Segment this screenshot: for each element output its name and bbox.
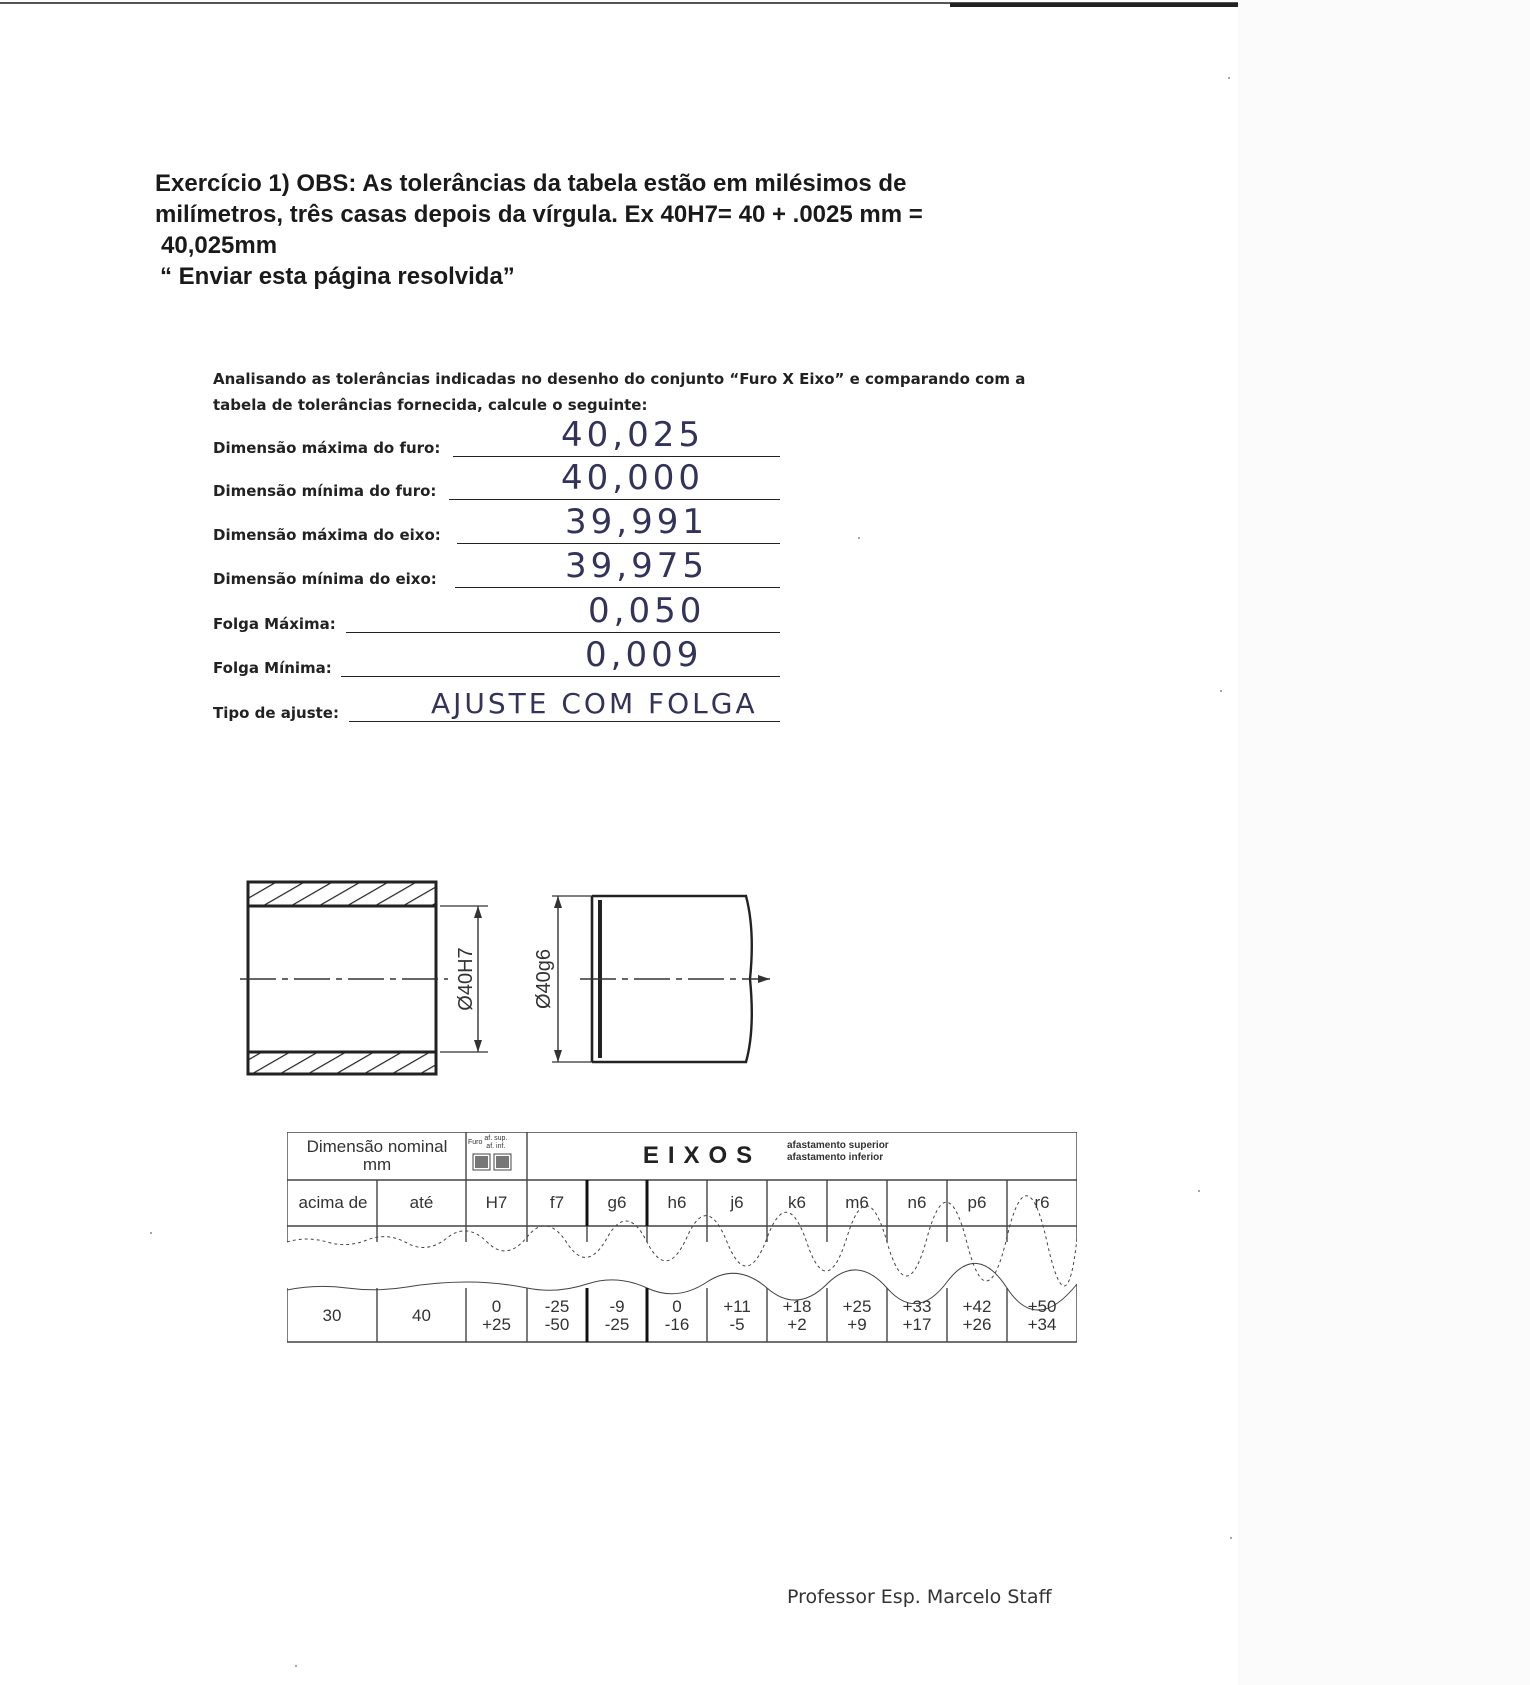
hole-dimension-label: Ø40H7: [455, 947, 477, 1011]
furo-label: Furo: [468, 1139, 483, 1146]
shaft-view: [580, 896, 770, 1062]
scan-speck: [295, 1665, 297, 1667]
hole-section: [240, 882, 448, 1074]
question-label: Folga Mínima:: [213, 659, 332, 677]
col-n6: n6: [907, 1193, 927, 1212]
scan-speck: [1198, 1190, 1200, 1192]
lower-deviation: +2: [787, 1315, 807, 1334]
row-acima-value: 30: [322, 1306, 342, 1325]
upper-deviation: +33: [902, 1297, 932, 1316]
col-j6: j6: [730, 1193, 744, 1212]
lower-deviation: -5: [729, 1315, 745, 1334]
col-g6: g6: [607, 1193, 627, 1212]
question-max-hole: [213, 415, 813, 461]
answer-line: [346, 632, 780, 634]
col-k6: k6: [788, 1193, 806, 1212]
col-m6: m6: [845, 1193, 869, 1212]
nominal-header: [289, 1134, 465, 1178]
row-ate-value: 40: [412, 1306, 431, 1325]
answer-line: [453, 456, 780, 458]
tolerance-cell-n6: [887, 1290, 947, 1342]
question-label: Dimensão máxima do eixo:: [213, 526, 441, 544]
tolerance-cell-p6: [947, 1290, 1007, 1342]
furo-icons: [475, 1156, 509, 1168]
question-min-hole: [213, 458, 813, 504]
tolerance-cell-H7: [466, 1290, 527, 1342]
answer-handwritten: 39,975: [565, 546, 708, 586]
nominal-header-unit: mm: [362, 1155, 392, 1174]
lower-deviation: +34: [1027, 1315, 1057, 1334]
question-label: Dimensão mínima do furo:: [213, 482, 437, 500]
col-ate: até: [409, 1193, 434, 1212]
upper-deviation: -25: [544, 1297, 570, 1316]
page-margin: [1238, 0, 1530, 1685]
top-rule-dark: [950, 3, 1238, 7]
tolerance-cell-f7: [527, 1290, 587, 1342]
lower-deviation: +17: [902, 1315, 932, 1334]
tolerance-cell-r6: [1007, 1290, 1077, 1342]
header-line-3: 40,025mm: [161, 232, 278, 259]
upper-deviation: -9: [609, 1297, 625, 1316]
tolerance-cell-g6: [587, 1290, 647, 1342]
lower-deviation: +26: [962, 1315, 992, 1334]
question-label: Dimensão mínima do eixo:: [213, 570, 437, 588]
header-line-4: “ Enviar esta página resolvida”: [160, 263, 515, 290]
answer-handwritten: 0,009: [585, 635, 703, 675]
upper-deviation: 0: [491, 1297, 502, 1316]
furo-inf: af. inf.: [486, 1143, 506, 1150]
col-acima-de: acima de: [298, 1193, 368, 1212]
answer-line: [449, 499, 780, 501]
col-r6: r6: [1034, 1193, 1050, 1212]
upper-deviation: +18: [782, 1297, 812, 1316]
shaft-dimension-label: Ø40g6: [533, 948, 555, 1010]
lower-deviation: +25: [482, 1315, 511, 1334]
answer-line: [349, 721, 780, 723]
furo-sup: af. sup.: [484, 1135, 508, 1142]
afastamento-legend: [787, 1140, 1007, 1172]
scan-speck: [150, 1232, 152, 1234]
upper-deviation: +50: [1027, 1297, 1057, 1316]
answer-line: [457, 543, 780, 545]
nominal-header-label: Dimensão nominal: [306, 1137, 448, 1156]
question-min-shaft: [213, 546, 813, 592]
eixos-title: EIXOS: [642, 1142, 762, 1169]
lower-deviation: -50: [544, 1315, 570, 1334]
scan-speck: [1220, 690, 1222, 692]
question-max-shaft: [213, 502, 813, 548]
furo-header: [468, 1134, 525, 1152]
answer-handwritten: 40,025: [561, 415, 704, 455]
question-label: Tipo de ajuste:: [213, 704, 339, 722]
answer-line: [455, 587, 780, 589]
answer-handwritten: 0,050: [588, 591, 706, 631]
upper-deviation: +42: [962, 1297, 992, 1316]
col-p6: p6: [967, 1193, 987, 1212]
answer-handwritten: 39,991: [565, 502, 708, 542]
answer-handwritten: 40,000: [561, 458, 704, 498]
tolerance-cell-m6: [827, 1290, 887, 1342]
lower-deviation: +9: [847, 1315, 867, 1334]
upper-deviation: +25: [842, 1297, 872, 1316]
question-max-clearance: [213, 591, 813, 637]
question-fit-type: [213, 686, 813, 726]
upper-deviation: 0: [672, 1297, 682, 1316]
tolerance-table: [287, 1132, 1077, 1362]
scan-speck: [858, 537, 860, 539]
upper-deviation: +11: [723, 1297, 751, 1316]
afastamento-inferior: afastamento inferior: [787, 1152, 884, 1163]
question-label: Dimensão máxima do furo:: [213, 439, 441, 457]
exercise-header: [155, 168, 1095, 292]
tolerance-cell-j6: [707, 1290, 767, 1342]
col-f7: f7: [549, 1193, 565, 1212]
hole-shaft-drawing: [240, 870, 800, 1080]
tolerance-cell-k6: [767, 1290, 827, 1342]
header-line-1: Exercício 1) OBS: As tolerâncias da tabela estão em milésimos de: [155, 170, 907, 197]
tolerance-cell-h6: [647, 1290, 707, 1342]
question-label: Folga Máxima:: [213, 615, 336, 633]
intro-line-2: tabela de tolerâncias fornecida, calcule o seguinte:: [213, 396, 648, 414]
lower-deviation: -16: [664, 1315, 690, 1334]
intro-line-1: Analisando as tolerâncias indicadas no desenho do conjunto “Furo X Eixo” e comparando com a: [213, 370, 1026, 388]
professor-signature: Professor Esp. Marcelo Staff: [787, 1586, 1052, 1608]
header-line-2: milímetros, três casas depois da vírgula. Ex 40H7= 40 + .0025 mm =: [155, 201, 923, 228]
question-min-clearance: [213, 635, 813, 681]
answer-line: [341, 676, 780, 678]
scan-speck: [1230, 1537, 1232, 1539]
scan-speck: [1228, 77, 1230, 79]
answer-handwritten: AJUSTE COM FOLGA: [431, 687, 758, 720]
col-h6: h6: [667, 1193, 687, 1212]
lower-deviation: -25: [604, 1315, 630, 1334]
intro-text: [213, 366, 1093, 418]
afastamento-superior: afastamento superior: [787, 1140, 889, 1151]
col-H7: H7: [485, 1193, 508, 1212]
